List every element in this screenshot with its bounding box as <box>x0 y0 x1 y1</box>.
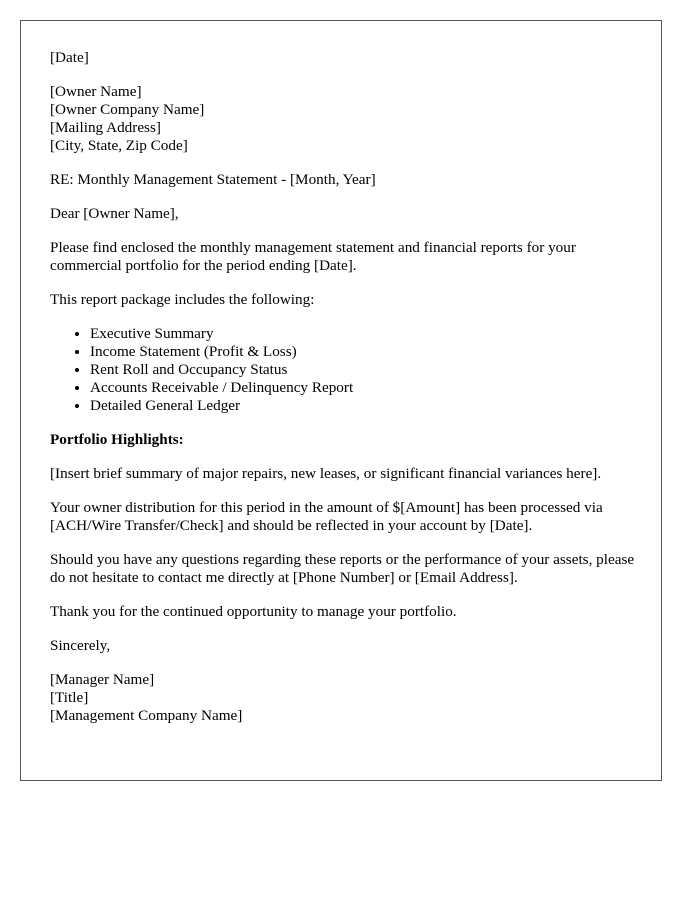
letter-date: [Date] <box>50 49 89 66</box>
intro-paragraph: Please find enclosed the monthly management statement and financial reports for your commercial portfolio for the period ending [Date]. <box>50 239 576 274</box>
list-item: • Income Statement (Profit & Loss) <box>90 343 640 361</box>
signature-title: [Title] <box>50 689 89 706</box>
includes-lead: This report package includes the following: <box>50 291 315 308</box>
letter-page <box>20 20 662 781</box>
recipient-address-block <box>50 83 640 155</box>
salutation: Dear [Owner Name], <box>50 205 179 222</box>
highlights-heading: Portfolio Highlights: <box>50 431 184 448</box>
closing: Sincerely, <box>50 637 111 654</box>
recipient-owner-name: [Owner Name] <box>50 83 142 100</box>
recipient-mailing-address: [Mailing Address] <box>50 119 161 136</box>
letter-body <box>50 49 640 741</box>
list-item: • Executive Summary <box>90 325 640 343</box>
signature-manager-name: [Manager Name] <box>50 671 155 688</box>
thanks-paragraph: Thank you for the continued opportunity to manage your portfolio. <box>50 603 457 620</box>
recipient-company: [Owner Company Name] <box>50 101 205 118</box>
signature-block <box>50 671 640 725</box>
list-item: • Rent Roll and Occupancy Status <box>90 361 640 379</box>
recipient-city-state-zip: [City, State, Zip Code] <box>50 137 188 154</box>
highlights-body: [Insert brief summary of major repairs, new leases, or significant financial variances here]. <box>50 465 602 482</box>
list-item: • Accounts Receivable / Delinquency Report <box>90 379 640 397</box>
distribution-paragraph: Your owner distribution for this period in the amount of $[Amount] has been processed via [ACH/Wire Transfer/Check] and should be reflected in your account by [Date]. <box>50 499 603 534</box>
list-item: • Detailed General Ledger <box>90 397 640 415</box>
questions-paragraph: Should you have any questions regarding these reports or the performance of your assets, please do not hesitate to contact me directly at [Phone Number] or [Email Address]. <box>50 551 635 586</box>
includes-list <box>50 325 640 415</box>
subject-line: RE: Monthly Management Statement - [Month, Year] <box>50 171 376 188</box>
signature-company: [Management Company Name] <box>50 707 243 724</box>
